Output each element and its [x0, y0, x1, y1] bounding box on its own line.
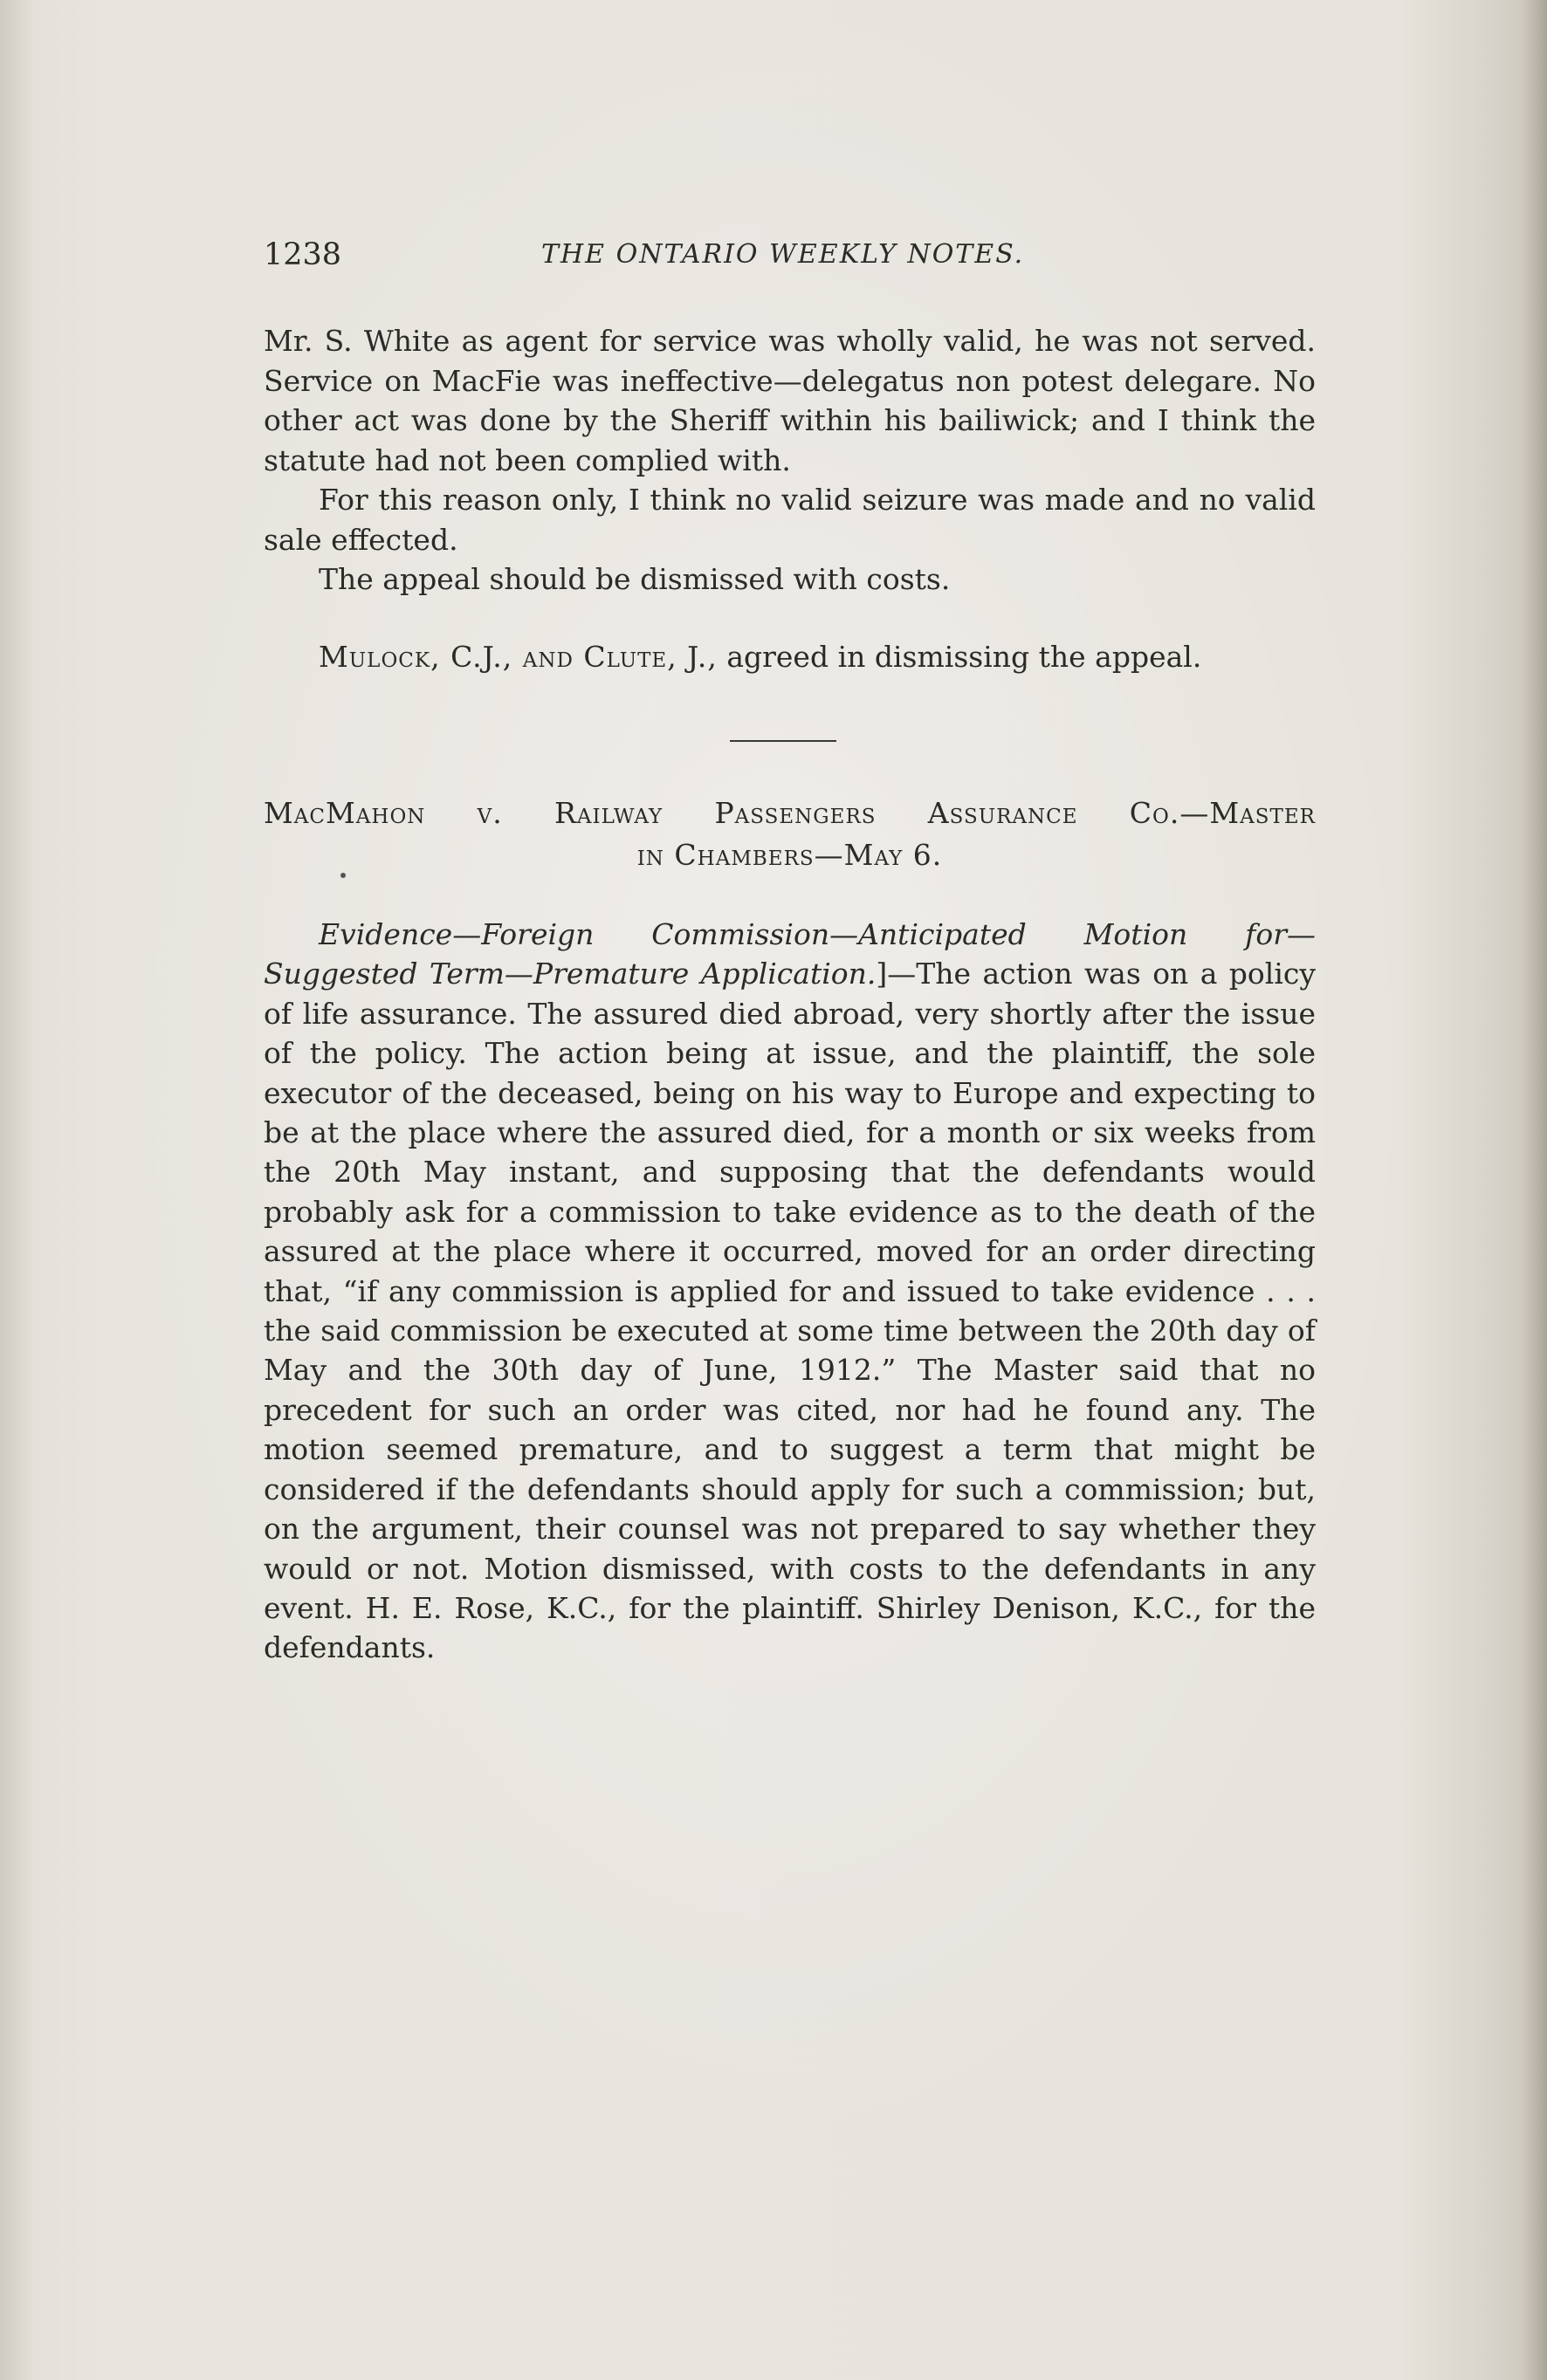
case-heading — [264, 792, 1316, 876]
case-report-body: ]—The action was on a policy of life assurance. The assured died abroad, very shortly after the issue of the policy. The action being at issue, and the plaintiff, the sole executor of the deceased, being on his way to Europe and expecting to be at the place where the assured died, for a month or six weeks from the 20th May instant, and supposing that the defendants would probably ask for a commission to take evidence as to the death of the assured at the place where it occurred, moved for an order directing that, “if any commission is applied for and issued to take evidence . . . the said commission be executed at some time between the 20th day of May and the 30th day of June, 1912.” The Master said that no precedent for such an order was cited, nor had he found any. The motion seemed premature, and to suggest a term that might be considered if the defendants should apply for such a commission; but, on the argument, their counsel was not prepared to say whether they would or not. Motion dismissed, with costs to the defendants in any event. H. E. Rose, K.C., for the plaintiff. Shirley Denison, K.C., for the defendants. — [264, 957, 1316, 1665]
running-title: THE ONTARIO WEEKLY NOTES. — [541, 239, 1025, 270]
page-header — [264, 237, 1320, 281]
section-divider — [730, 740, 836, 742]
ink-speck — [340, 873, 346, 878]
page-number: 1238 — [264, 237, 342, 272]
concurrence-paragraph — [264, 637, 1316, 677]
paragraph-disposition: The appeal should be dismissed with costs. — [319, 562, 951, 596]
case-heading-line-2: in Chambers—May 6. — [636, 838, 943, 872]
catchwords: Evidence—Foreign Commission—Anticipated Motion for—Suggested Term—Premature Application. — [264, 917, 1316, 991]
concurring-judges: Mulock, C.J., and Clute, J., — [319, 640, 718, 674]
paragraph-continued: Mr. S. White as agent for service was wholly valid, he was not served. Service on MacFie was ineffective—delegatus non potest delegare. No other act was done by the Sheriff within his bailiwick; and I think the statute had not been complied with. — [264, 324, 1316, 477]
case-report — [264, 915, 1316, 1668]
opening-text — [264, 321, 1316, 600]
page-edge-shadow — [1521, 0, 1547, 2380]
paragraph-reason: For this reason only, I think no valid seizure was made and no valid sale effected. — [264, 483, 1316, 557]
concurrence-text: agreed in dismissing the appeal. — [717, 640, 1202, 674]
case-heading-line-1: MacMahon v. Railway Passengers Assurance Co.—Master — [264, 796, 1316, 830]
